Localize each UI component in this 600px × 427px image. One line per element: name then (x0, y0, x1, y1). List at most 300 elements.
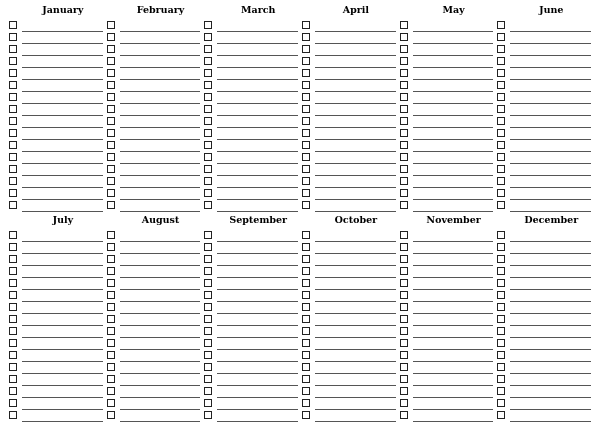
checkbox[interactable] (302, 57, 310, 65)
checklist-row (9, 313, 107, 325)
checkbox[interactable] (302, 291, 310, 299)
checkbox[interactable] (497, 57, 505, 65)
checkbox[interactable] (302, 189, 310, 197)
checkbox[interactable] (497, 411, 505, 419)
checklist-row (9, 253, 107, 265)
checkbox[interactable] (204, 57, 212, 65)
checkbox[interactable] (107, 363, 115, 371)
checkbox[interactable] (9, 387, 17, 395)
checklist-row (302, 43, 400, 55)
checkbox[interactable] (400, 153, 408, 161)
checklist-row (400, 277, 498, 289)
checkbox[interactable] (302, 231, 310, 239)
checkbox[interactable] (204, 165, 212, 173)
checkbox[interactable] (302, 315, 310, 323)
checklist-row (400, 289, 498, 301)
checkbox[interactable] (204, 117, 212, 125)
checkbox[interactable] (204, 21, 212, 29)
checklist-row (107, 229, 205, 241)
checkbox[interactable] (400, 141, 408, 149)
checkbox[interactable] (107, 327, 115, 335)
checkbox[interactable] (302, 387, 310, 395)
month-column-may (400, 3, 498, 211)
checklist-row (204, 409, 302, 421)
checklist-row (9, 409, 107, 421)
checkbox[interactable] (204, 81, 212, 89)
checkbox[interactable] (9, 189, 17, 197)
checkbox[interactable] (497, 81, 505, 89)
checkbox[interactable] (497, 267, 505, 275)
checkbox[interactable] (302, 93, 310, 101)
checklist-row (204, 19, 302, 31)
checkbox[interactable] (107, 291, 115, 299)
checklist-row (107, 289, 205, 301)
checkbox[interactable] (497, 117, 505, 125)
checkbox[interactable] (204, 315, 212, 323)
checkbox[interactable] (107, 21, 115, 29)
checkbox[interactable] (400, 303, 408, 311)
checkbox[interactable] (204, 105, 212, 113)
checkbox[interactable] (9, 255, 17, 263)
checkbox[interactable] (497, 255, 505, 263)
checklist-row (9, 397, 107, 409)
checkbox[interactable] (302, 267, 310, 275)
checkbox[interactable] (9, 351, 17, 359)
checkbox[interactable] (107, 81, 115, 89)
checkbox[interactable] (204, 93, 212, 101)
checklist-row (9, 361, 107, 373)
checkbox[interactable] (9, 105, 17, 113)
checklist-row (204, 229, 302, 241)
checkbox[interactable] (400, 375, 408, 383)
checkbox[interactable] (107, 201, 115, 209)
checklist-row (9, 103, 107, 115)
checkbox[interactable] (9, 267, 17, 275)
checkbox[interactable] (107, 267, 115, 275)
checkbox[interactable] (400, 315, 408, 323)
writing-line[interactable] (22, 410, 103, 422)
checklist-row (9, 115, 107, 127)
checklist-row (497, 103, 595, 115)
checkbox[interactable] (302, 243, 310, 251)
checklist-row (107, 115, 205, 127)
checklist-row (497, 325, 595, 337)
checkbox[interactable] (204, 387, 212, 395)
checkbox[interactable] (400, 387, 408, 395)
checklist-row (204, 115, 302, 127)
checkbox[interactable] (302, 105, 310, 113)
checklist-row (302, 325, 400, 337)
writing-line[interactable] (217, 200, 298, 212)
checkbox[interactable] (302, 45, 310, 53)
checklist-row (107, 163, 205, 175)
checklist-row (400, 349, 498, 361)
checkbox[interactable] (107, 165, 115, 173)
checkbox[interactable] (204, 177, 212, 185)
month-title: June (539, 5, 564, 16)
checkbox[interactable] (107, 255, 115, 263)
checkbox[interactable] (107, 231, 115, 239)
checklist-row (302, 187, 400, 199)
checkbox[interactable] (400, 243, 408, 251)
writing-line[interactable] (315, 200, 396, 212)
checkbox[interactable] (9, 201, 17, 209)
checklist-row (9, 175, 107, 187)
checkbox[interactable] (107, 153, 115, 161)
checklist-row (204, 139, 302, 151)
checklist-row (204, 67, 302, 79)
checkbox[interactable] (302, 69, 310, 77)
checkbox[interactable] (9, 165, 17, 173)
checkbox[interactable] (107, 387, 115, 395)
checkbox[interactable] (204, 279, 212, 287)
checkbox[interactable] (302, 255, 310, 263)
checklist-row (400, 31, 498, 43)
checklist-row (9, 325, 107, 337)
checkbox[interactable] (107, 339, 115, 347)
checkbox[interactable] (107, 117, 115, 125)
checkbox[interactable] (497, 339, 505, 347)
checkbox[interactable] (302, 33, 310, 41)
checklist-row (400, 151, 498, 163)
checkbox[interactable] (204, 153, 212, 161)
month-column-december (497, 213, 595, 421)
month-column-august (107, 213, 205, 421)
checkbox[interactable] (107, 375, 115, 383)
checkbox[interactable] (400, 411, 408, 419)
checklist-row (9, 43, 107, 55)
checkbox[interactable] (302, 339, 310, 347)
checkbox[interactable] (400, 69, 408, 77)
checklist-row (497, 127, 595, 139)
checklist-row (9, 289, 107, 301)
checkbox[interactable] (400, 231, 408, 239)
checklist-row (302, 289, 400, 301)
checkbox[interactable] (302, 81, 310, 89)
checklist-row (302, 79, 400, 91)
checkbox[interactable] (497, 93, 505, 101)
checkbox[interactable] (302, 303, 310, 311)
month-column-september (204, 213, 302, 421)
writing-line[interactable] (510, 200, 591, 212)
checkbox[interactable] (107, 243, 115, 251)
checkbox[interactable] (400, 177, 408, 185)
month-title: January (42, 5, 84, 16)
checkbox[interactable] (204, 129, 212, 137)
checkbox[interactable] (497, 21, 505, 29)
checklist (302, 229, 400, 421)
checkbox[interactable] (400, 33, 408, 41)
checkbox[interactable] (204, 303, 212, 311)
checkbox[interactable] (204, 69, 212, 77)
checkbox[interactable] (497, 291, 505, 299)
checkbox[interactable] (302, 129, 310, 137)
checkbox[interactable] (9, 177, 17, 185)
checkbox[interactable] (9, 81, 17, 89)
checkbox[interactable] (9, 375, 17, 383)
checkbox[interactable] (204, 33, 212, 41)
checkbox[interactable] (400, 267, 408, 275)
checkbox[interactable] (9, 243, 17, 251)
checkbox[interactable] (204, 291, 212, 299)
checkbox[interactable] (400, 21, 408, 29)
checkbox[interactable] (400, 339, 408, 347)
checkbox[interactable] (400, 363, 408, 371)
checkbox[interactable] (9, 303, 17, 311)
checkbox[interactable] (400, 117, 408, 125)
checklist-row (107, 313, 205, 325)
checkbox[interactable] (497, 105, 505, 113)
checklist-row (107, 277, 205, 289)
checkbox[interactable] (400, 189, 408, 197)
checklist-row (302, 229, 400, 241)
checkbox[interactable] (497, 177, 505, 185)
checkbox[interactable] (107, 33, 115, 41)
checkbox[interactable] (400, 81, 408, 89)
checkbox[interactable] (107, 69, 115, 77)
checkbox[interactable] (497, 399, 505, 407)
checkbox[interactable] (107, 315, 115, 323)
checkbox[interactable] (497, 129, 505, 137)
checkbox[interactable] (400, 93, 408, 101)
checkbox[interactable] (302, 279, 310, 287)
checkbox[interactable] (204, 399, 212, 407)
checkbox[interactable] (9, 315, 17, 323)
checklist-row (107, 349, 205, 361)
checkbox[interactable] (204, 189, 212, 197)
checklist-row (302, 151, 400, 163)
checklist-row (497, 67, 595, 79)
checkbox[interactable] (497, 243, 505, 251)
writing-line[interactable] (510, 410, 591, 422)
checklist-row (107, 373, 205, 385)
checkbox[interactable] (497, 315, 505, 323)
checklist-row (9, 91, 107, 103)
checklist-row (107, 151, 205, 163)
checkbox[interactable] (497, 165, 505, 173)
checkbox[interactable] (497, 327, 505, 335)
checklist-row (107, 397, 205, 409)
month-column-june (497, 3, 595, 211)
checkbox[interactable] (302, 411, 310, 419)
writing-line[interactable] (22, 200, 103, 212)
checkbox[interactable] (497, 351, 505, 359)
checkbox[interactable] (497, 303, 505, 311)
checkbox[interactable] (9, 93, 17, 101)
checkbox[interactable] (302, 351, 310, 359)
checkbox[interactable] (204, 327, 212, 335)
checkbox[interactable] (204, 45, 212, 53)
checkbox[interactable] (107, 129, 115, 137)
checkbox[interactable] (9, 45, 17, 53)
checkbox[interactable] (107, 105, 115, 113)
checklist-row (9, 385, 107, 397)
checklist-row (9, 199, 107, 211)
checklist-row (302, 139, 400, 151)
checkbox[interactable] (204, 375, 212, 383)
writing-line[interactable] (315, 410, 396, 422)
checkbox[interactable] (107, 279, 115, 287)
checkbox[interactable] (9, 21, 17, 29)
checklist-row (400, 163, 498, 175)
checkbox[interactable] (9, 327, 17, 335)
checkbox[interactable] (9, 117, 17, 125)
checkbox[interactable] (107, 189, 115, 197)
checklist-row (497, 277, 595, 289)
checklist-row (497, 265, 595, 277)
checkbox[interactable] (204, 141, 212, 149)
checkbox[interactable] (497, 189, 505, 197)
checkbox[interactable] (9, 33, 17, 41)
checklist (302, 19, 400, 211)
checkbox[interactable] (497, 363, 505, 371)
checkbox[interactable] (204, 411, 212, 419)
checklist-row (497, 175, 595, 187)
checkbox[interactable] (497, 201, 505, 209)
checkbox[interactable] (400, 129, 408, 137)
checklist-row (204, 187, 302, 199)
writing-line[interactable] (120, 200, 201, 212)
checklist-row (497, 313, 595, 325)
checkbox[interactable] (497, 33, 505, 41)
first-half-year (0, 3, 600, 211)
checklist-row (107, 43, 205, 55)
checkbox[interactable] (204, 267, 212, 275)
checkbox[interactable] (9, 411, 17, 419)
checkbox[interactable] (497, 141, 505, 149)
checklist-row (400, 409, 498, 421)
checkbox[interactable] (497, 387, 505, 395)
checkbox[interactable] (302, 399, 310, 407)
checkbox[interactable] (204, 201, 212, 209)
checkbox[interactable] (9, 141, 17, 149)
checklist-row (107, 385, 205, 397)
checkbox[interactable] (107, 411, 115, 419)
second-half-year (0, 213, 600, 421)
checkbox[interactable] (497, 231, 505, 239)
checkbox[interactable] (9, 57, 17, 65)
checkbox[interactable] (204, 351, 212, 359)
checkbox[interactable] (302, 21, 310, 29)
month-column-january (9, 3, 107, 211)
checkbox[interactable] (9, 339, 17, 347)
checkbox[interactable] (400, 291, 408, 299)
checkbox[interactable] (497, 375, 505, 383)
checkbox[interactable] (302, 117, 310, 125)
checkbox[interactable] (400, 351, 408, 359)
checkbox[interactable] (302, 375, 310, 383)
month-title: April (342, 5, 370, 16)
checkbox[interactable] (302, 165, 310, 173)
checkbox[interactable] (9, 363, 17, 371)
checkbox[interactable] (400, 255, 408, 263)
checkbox[interactable] (497, 153, 505, 161)
checkbox[interactable] (204, 243, 212, 251)
checkbox[interactable] (204, 339, 212, 347)
checkbox[interactable] (107, 93, 115, 101)
writing-line[interactable] (217, 410, 298, 422)
checkbox[interactable] (497, 69, 505, 77)
checkbox[interactable] (400, 279, 408, 287)
month-column-march (204, 3, 302, 211)
checkbox[interactable] (400, 45, 408, 53)
checklist-row (497, 349, 595, 361)
checkbox[interactable] (107, 399, 115, 407)
checklist-row (497, 163, 595, 175)
checkbox[interactable] (302, 327, 310, 335)
checklist-row (400, 79, 498, 91)
checklist-row (302, 313, 400, 325)
checklist-row (107, 361, 205, 373)
checklist-row (204, 127, 302, 139)
checkbox[interactable] (107, 45, 115, 53)
checklist-row (400, 337, 498, 349)
checklist-row (400, 385, 498, 397)
checkbox[interactable] (204, 255, 212, 263)
checklist-row (400, 175, 498, 187)
checkbox[interactable] (400, 165, 408, 173)
checkbox[interactable] (497, 279, 505, 287)
checkbox[interactable] (400, 399, 408, 407)
checklist-row (497, 199, 595, 211)
checklist-row (497, 19, 595, 31)
checklist-row (107, 175, 205, 187)
checkbox[interactable] (9, 129, 17, 137)
checkbox[interactable] (107, 351, 115, 359)
checklist-row (107, 325, 205, 337)
checkbox[interactable] (400, 105, 408, 113)
checkbox[interactable] (9, 231, 17, 239)
checkbox[interactable] (9, 279, 17, 287)
writing-line[interactable] (413, 410, 494, 422)
checkbox[interactable] (497, 45, 505, 53)
checkbox[interactable] (302, 141, 310, 149)
checklist-row (204, 163, 302, 175)
checklist-row (400, 301, 498, 313)
checkbox[interactable] (204, 363, 212, 371)
checklist-row (302, 103, 400, 115)
checkbox[interactable] (302, 153, 310, 161)
checkbox[interactable] (9, 291, 17, 299)
checklist-row (204, 337, 302, 349)
checkbox[interactable] (107, 303, 115, 311)
checklist-row (204, 103, 302, 115)
checkbox[interactable] (400, 57, 408, 65)
checkbox[interactable] (107, 177, 115, 185)
checklist (9, 229, 107, 421)
checkbox[interactable] (9, 399, 17, 407)
checkbox[interactable] (302, 201, 310, 209)
writing-line[interactable] (120, 410, 201, 422)
checkbox[interactable] (9, 153, 17, 161)
checklist-row (497, 385, 595, 397)
writing-line[interactable] (413, 200, 494, 212)
checkbox[interactable] (400, 201, 408, 209)
checkbox[interactable] (107, 141, 115, 149)
checkbox[interactable] (302, 363, 310, 371)
checklist-row (302, 337, 400, 349)
checkbox[interactable] (107, 57, 115, 65)
checkbox[interactable] (400, 327, 408, 335)
checkbox[interactable] (9, 69, 17, 77)
checklist-row (107, 139, 205, 151)
checklist-row (400, 313, 498, 325)
checkbox[interactable] (302, 177, 310, 185)
checklist-row (204, 277, 302, 289)
checklist-row (9, 151, 107, 163)
checklist-row (400, 19, 498, 31)
checkbox[interactable] (204, 231, 212, 239)
